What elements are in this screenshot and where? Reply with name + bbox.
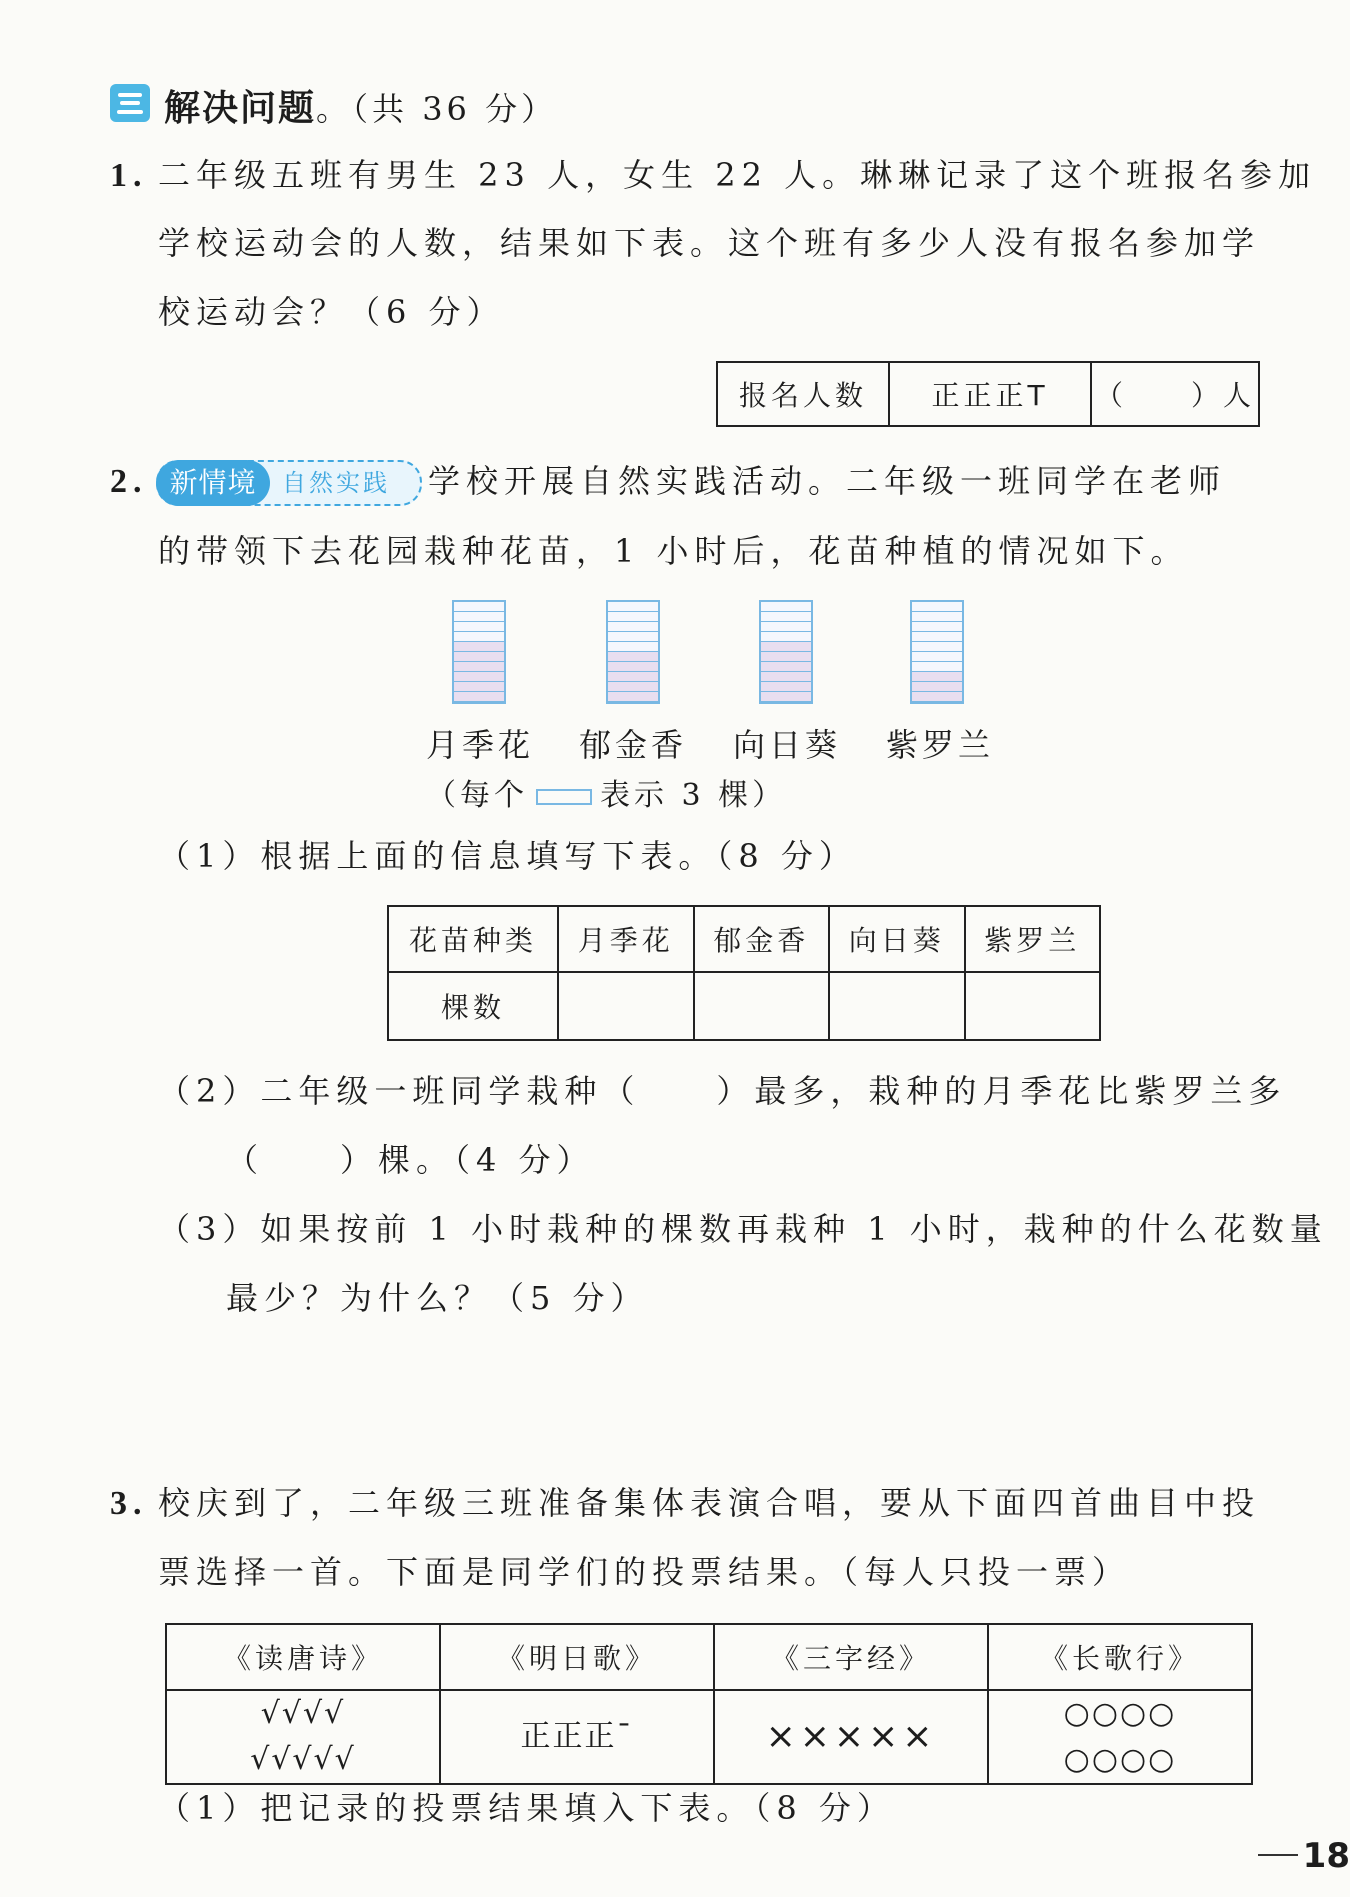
song2-tally: 正正正¯ [440, 1690, 714, 1784]
badge-main-label: 新情境 [156, 460, 270, 506]
section-title: 解决问题 [164, 88, 317, 129]
stack-cell [454, 652, 504, 662]
flower-stack [452, 600, 506, 704]
stack-cell [912, 682, 962, 692]
song1-votes [166, 1690, 440, 1784]
stack-cell [608, 672, 658, 682]
song-header: 《长歌行》 [988, 1624, 1252, 1690]
stack-cell [454, 622, 504, 632]
q2-flower-table [387, 905, 1101, 1041]
checkmark-votes: √√√√ [260, 1696, 346, 1731]
q2-sub3-line2: 最少？为什么？（5 分） [226, 1279, 649, 1317]
flower-stack [910, 600, 964, 704]
stack-cell [761, 632, 811, 642]
stack-cell [608, 642, 658, 652]
badge-sub-label: 自然实践 [282, 469, 390, 497]
section-header [164, 80, 557, 131]
stack-cell [454, 632, 504, 642]
stack-cell [912, 632, 962, 642]
stack-cell [761, 672, 811, 682]
q2-answer-cell[interactable] [829, 972, 965, 1040]
q1-text-line2: 学校运动会的人数，结果如下表。这个班有多少人没有报名参加学 [158, 224, 1261, 262]
stack-cell [454, 612, 504, 622]
q1-text-line3: 校运动会？（6 分） [158, 293, 505, 331]
flower-label-yujin: 郁金香 [578, 726, 687, 764]
song-header: 《明日歌》 [440, 1624, 714, 1690]
stack-cell [608, 602, 658, 612]
q3-vote-record-table [165, 1623, 1253, 1785]
q2-sub2-line1: （2）二年级一班同学栽种（ ）最多，栽种的月季花比紫罗兰多 [158, 1072, 1287, 1110]
q2-answer-cell[interactable] [694, 972, 830, 1040]
stack-cell [608, 632, 658, 642]
flower-stack [606, 600, 660, 704]
q2-number: 2. [110, 463, 148, 500]
song-header: 《三字经》 [714, 1624, 988, 1690]
pictograph-legend [426, 770, 786, 814]
legend-cell-icon [536, 789, 592, 805]
stack-cell [761, 682, 811, 692]
stack-cell [454, 672, 504, 682]
stack-cell [608, 682, 658, 692]
q2-sub2-line2: （ ）棵。（4 分） [226, 1141, 595, 1179]
stack-cell [912, 642, 962, 652]
q1-text-line1: 二年级五班有男生 23 人，女生 22 人。琳琳记录了这个班报名参加 [158, 156, 1317, 194]
q3-text-line1: 校庆到了，二年级三班准备集体表演合唱，要从下面四首曲目中投 [158, 1484, 1261, 1522]
song-header: 《读唐诗》 [166, 1624, 440, 1690]
stack-cell [454, 642, 504, 652]
stack-cell [608, 622, 658, 632]
stack-cell [912, 662, 962, 672]
q3-sub1: （1）把记录的投票结果填入下表。（8 分） [158, 1789, 895, 1827]
checkmark-votes: √√√√√ [250, 1742, 356, 1777]
three-icon [110, 84, 150, 122]
q2-text-line1: 学校开展自然实践活动。二年级一班同学在老师 [428, 462, 1227, 500]
song4-votes [988, 1690, 1252, 1784]
flower-stack [759, 600, 813, 704]
new-context-badge [156, 460, 422, 506]
stack-cell [608, 652, 658, 662]
stack-cell [608, 692, 658, 702]
stack-cell [912, 652, 962, 662]
stack-cell [454, 692, 504, 702]
q2-answer-cell[interactable] [965, 972, 1101, 1040]
song3-cross-votes: ××××× [714, 1690, 988, 1784]
stack-cell [761, 622, 811, 632]
flower-label-yueji: 月季花 [425, 726, 534, 764]
q3-number: 3. [110, 1485, 148, 1522]
stack-cell [912, 622, 962, 632]
stack-cell [454, 602, 504, 612]
flower-label-xiangri: 向日葵 [732, 726, 841, 764]
stack-cell [761, 662, 811, 672]
q2-sub1: （1）根据上面的信息填写下表。（8 分） [158, 837, 857, 875]
q1-table-label: 报名人数 [717, 362, 889, 426]
q2-table-header: 紫罗兰 [965, 906, 1101, 972]
stack-cell [912, 602, 962, 612]
circle-votes: ○○○○ [1063, 1696, 1177, 1731]
q1-signup-table [716, 361, 1260, 427]
stack-cell [912, 692, 962, 702]
q1-table-tally: 正正正T [889, 362, 1091, 426]
stack-cell [454, 682, 504, 692]
legend-prefix: （每个 [426, 778, 528, 813]
flower-label-ziluolan: 紫罗兰 [885, 726, 994, 764]
q3-text-line2: 票选择一首。下面是同学们的投票结果。（每人只投一票） [158, 1553, 1131, 1591]
q2-answer-cell[interactable] [558, 972, 694, 1040]
legend-suffix: 表示 3 棵） [600, 778, 787, 813]
q2-table-header: 向日葵 [829, 906, 965, 972]
stack-cell [761, 602, 811, 612]
stack-cell [761, 692, 811, 702]
circle-votes: ○○○○ [1063, 1742, 1177, 1777]
page-number: 18 [1302, 1836, 1350, 1876]
q1-number: 1. [110, 157, 148, 194]
stack-cell [912, 672, 962, 682]
section-score: 。（共 36 分） [316, 90, 558, 128]
stack-cell [912, 612, 962, 622]
stack-cell [761, 642, 811, 652]
stack-cell [761, 652, 811, 662]
q2-table-row-label: 棵数 [388, 972, 558, 1040]
stack-cell [761, 612, 811, 622]
stack-cell [608, 612, 658, 622]
q2-sub3-line1: （3）如果按前 1 小时栽种的棵数再栽种 1 小时，栽种的什么花数量 [158, 1210, 1328, 1248]
q2-table-header: 月季花 [558, 906, 694, 972]
stack-cell [454, 662, 504, 672]
stack-cell [608, 662, 658, 672]
q1-table-answer-blank[interactable]: （ ）人 [1091, 362, 1259, 426]
q2-table-header: 郁金香 [694, 906, 830, 972]
q2-table-header: 花苗种类 [388, 906, 558, 972]
page-number-dash [1258, 1854, 1298, 1856]
q2-text-line2: 的带领下去花园栽种花苗，1 小时后，花苗种植的情况如下。 [158, 532, 1189, 570]
